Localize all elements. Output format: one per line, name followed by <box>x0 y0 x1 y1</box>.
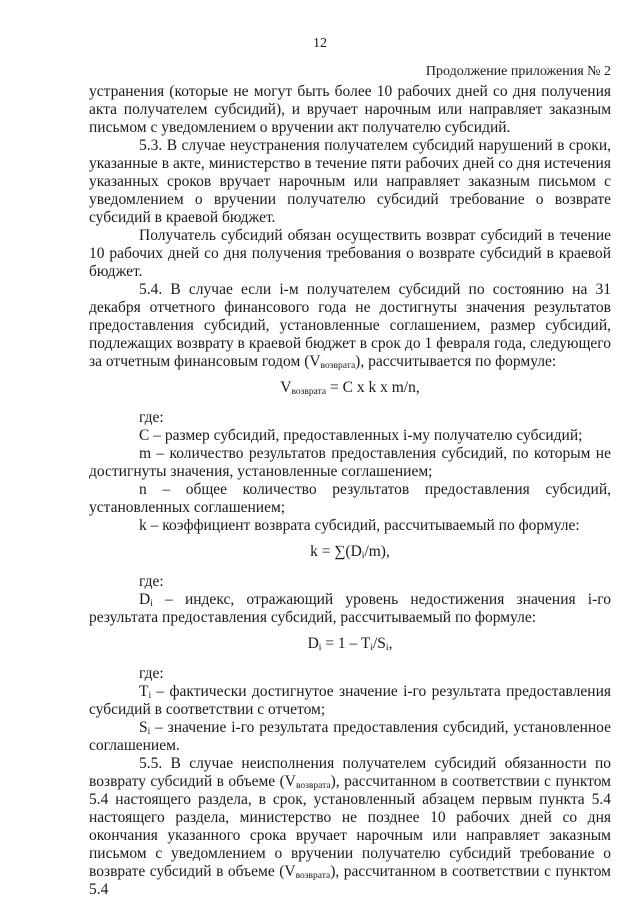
definition-m: m – количество результатов предоставления субсидий, по которым не достигнуты значения, установленные соглашением; <box>89 445 611 480</box>
paragraph-5-5: 5.5. В случае неисполнения получателем субсидий обязанности по возврату субсидий в объеме $(V_{возврата})$, рассчитанном в соответствии с пунктом 5.4 настоящего раздела, в срок, установленный абзацем первым пункта 5.4 настоящего раздела, министерство не позднее 10 рабочих дней со дня окончания указанного срока вручает нарочным или направляет заказным письмом с уведомлением о вручении получателю субсидий требование о возврате субсидий в объеме $(V_{возврата})$, рассчитанном в соответствии с пунктом 5.4 <box>89 755 611 898</box>
subscript-vozvrata: возврата <box>320 361 356 371</box>
where-label-1: где: <box>139 409 164 426</box>
definition-n: n – общее количество результатов предоставления субсидий, установленных соглашением; <box>89 481 611 516</box>
p4-text-b: ), рассчитывается по формуле: <box>355 353 557 370</box>
paragraph-continuation: устранения (которые не могут быть более 10 рабочих дней со дня получения акта получателем субсидий), и вручает нарочным или направляет заказным письмом с уведомлением о вручении акт получателю субсидий. <box>89 83 611 136</box>
appendix-header: Продолжение приложения № 2 <box>425 64 611 79</box>
document-body <box>89 83 611 899</box>
formula-k: $k = \sum(D_i/m)$, <box>310 543 390 561</box>
paragraph-5-4 <box>89 281 611 371</box>
formula-v-return: $V_{возврата} = C$ x k x m/n, <box>280 379 420 397</box>
where-label-3: где: <box>139 665 164 682</box>
paragraph-5-3: 5.3. В случае неустранения получателем субсидий нарушений в сроки, указанные в акте, министерство в течение пяти рабочих дней со дня истечения указанных сроков вручает нарочным или направляет заказным письмом с уведомлением о вручении получателю субсидий требование о возврате субсидий в краевой бюджет. <box>89 137 611 226</box>
definition-d: $D_i$ – индекс, отражающий уровень недостижения значения i-го результата предоставления субсидий, рассчитываемый по формуле: <box>89 591 611 626</box>
p4-text-a: 5.4. В случае если i-м получателем субсидий по состоянию на 31 декабря отчетного финансового года не достигнуты значения результатов предоставления субсидий, установленные соглашением, размер субсидий, подлежащих возврату в краевой бюджет в срок до 1 февраля года, следующего за отчетным финансовым годом (V <box>89 281 611 370</box>
formula-d: $D_i = 1 - T_i/S_i$, <box>307 635 393 653</box>
definition-t: $T_i$ – фактически достигнутое значение i-го результата предоставления субсидий в соответствии с отчетом; <box>89 683 611 718</box>
page-number: 12 <box>313 36 327 51</box>
definition-k: k – коэффициент возврата субсидий, рассчитываемый по формуле: <box>139 517 580 534</box>
where-label-2: где: <box>139 573 164 590</box>
definition-s: $S_i$ – значение i-го результата предоставления субсидий, установленное соглашением. <box>89 719 611 754</box>
paragraph-refund-obligation: Получатель субсидий обязан осуществить возврат субсидий в течение 10 рабочих дней со дня получения требования о возврате субсидий в краевой бюджет. <box>89 227 611 280</box>
definition-c: C – размер субсидий, предоставленных i-му получателю субсидий; <box>139 427 583 444</box>
